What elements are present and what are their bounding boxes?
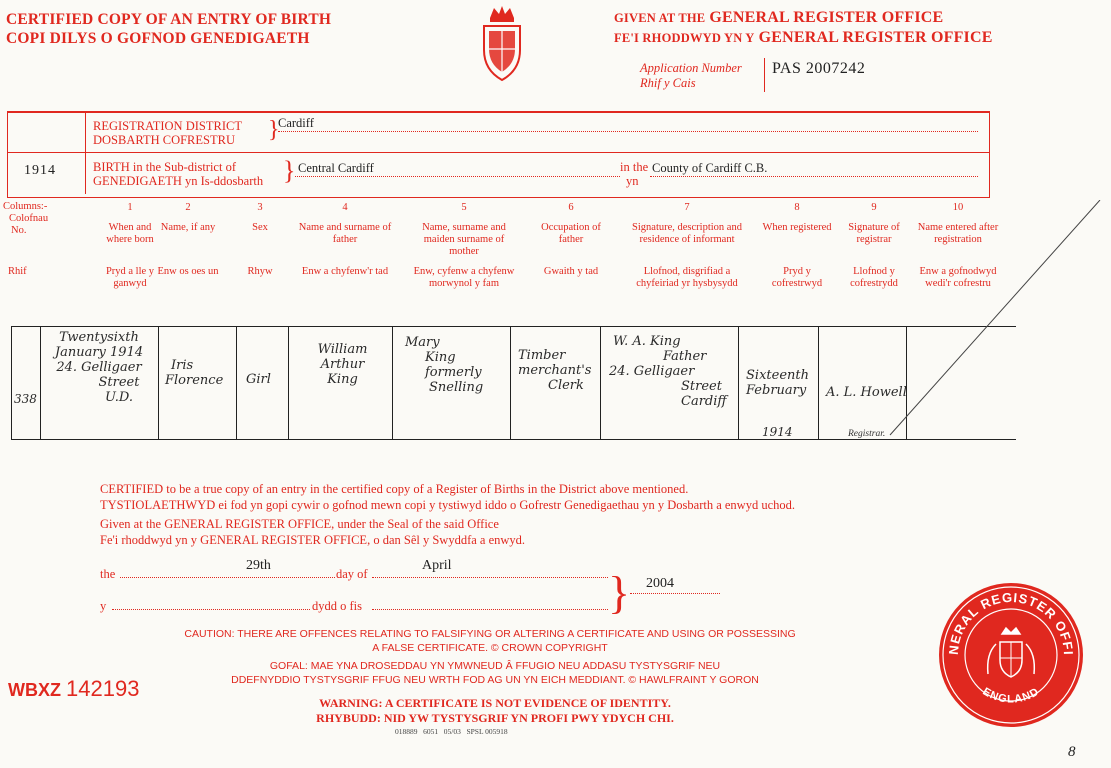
entry-when-registered: Sixteenth February [746,368,809,398]
entry-column-divider [392,326,393,439]
column-heading-welsh: Enw a gofnodwyd wedi'r cofrestru [919,266,997,289]
column-number: 9 [871,202,877,213]
entry-number: 338 [14,392,37,406]
column-heading-welsh: Enw os oes un [157,266,219,277]
certified-day: 29th [246,558,271,573]
certified-year: 2004 [646,576,674,591]
entry-name: Iris Florence [165,358,224,388]
general-register-office-seal [938,582,1084,728]
column-number: 3 [257,202,263,213]
entry-when-where: Twentysixth January 1914 24. Gelligaer Street U.D. [54,330,144,405]
column-heading-english: Occupation of father [541,222,601,245]
column-heading-welsh: Enw a chyfenw'r tad [301,266,389,277]
entry-column-divider [158,326,159,439]
column-number: 1 [127,202,133,213]
serial-number: WBXZ 142193 [8,676,140,701]
royal-crest-icon [472,4,532,84]
columns-label: Columns:- Colofnau No. [3,201,49,236]
rhif-label: Rhif [8,266,27,277]
column-heading-english: Sex [252,222,268,233]
form-codes: 018889 6051 05/03 SPSL 005918 [395,727,508,736]
registration-district-label: REGISTRATION DISTRICT DOSBARTH COFRESTRU [93,119,242,147]
year: 1914 [24,163,56,178]
entry-registrar: A. L. Howell [826,385,907,400]
county-value: County of Cardiff C.B. [652,161,768,175]
corner-mark: 8 [1068,744,1076,760]
certified-month: April [422,558,452,573]
column-number: 4 [342,202,348,213]
registrar-label: Registrar. [848,429,886,439]
title-english: CERTIFIED COPY OF AN ENTRY OF BIRTH [6,11,332,28]
identity-warning: WARNING: A CERTIFICATE IS NOT EVIDENCE OF IDENTITY. RHYBUDD: NID YW TYSTYSGRIF YN PROFI PWY YDYCH CHI. [316,696,674,725]
title-welsh: COPI DILYS O GOFNOD GENEDIGAETH [6,30,310,47]
registration-district-value: Cardiff [278,116,314,130]
column-heading-welsh: Llofnod, disgrifiad a chyfeiriad yr hysbysydd [636,266,738,289]
column-heading-welsh: Gwaith y tad [543,266,599,277]
column-heading-english: Signature of registrar [848,222,900,245]
entry-table [11,326,1016,440]
entry-column-divider [40,326,41,439]
entry-column-divider [738,326,739,439]
column-heading-english: Name, surname and maiden surname of mother [422,222,506,257]
column-number: 5 [461,202,467,213]
column-number: 8 [794,202,800,213]
column-number: 6 [568,202,574,213]
entry-sex: Girl [246,372,271,387]
column-number: 2 [185,202,191,213]
cancellation-line [880,200,1110,440]
application-label: Application Number Rhif y Cais [640,61,742,90]
caution-english: CAUTION: THERE ARE OFFENCES RELATING TO FALSIFYING OR ALTERING A CERTIFICATE AND USING OR POSSESSING A FALSE CERTIFICATE. © CROWN COPYRIGHT [184,628,796,654]
column-heading-english: Name, if any [160,222,216,233]
column-heading-welsh: Pryd a lle y ganwyd [105,266,155,289]
column-heading-english: When registered [762,222,832,233]
subdistrict-value: Central Cardiff [298,161,374,175]
entry-registered-year: 1914 [762,425,793,439]
in-the-label: in the yn [620,160,649,188]
seal-bottom-text: ENGLAND [980,685,1042,706]
certification-block: CERTIFIED to be a true copy of an entry in the certified copy of a Register of Births in the District above mentioned. TYSTIOLAETHWYD ei fod yn gopi cywir o gofnod mewn copi y tystiwyd iddo o Gofrestr Genedigaethau yn y Dosbarth a enwyd uchod. Given at the GENERAL REGISTER OFFICE, under the Seal of the said Office Fe'i rhoddwyd yn y GENERAL REGISTER OFFICE, o dan Sêl y Swyddfa a enwyd. [100,482,795,547]
certificate-title [6,10,331,48]
given-at-header: GIVEN AT THE GENERAL REGISTER OFFICE FE'I RHODDWYD YN Y GENERAL REGISTER OFFICE [614,9,993,46]
caution-welsh: GOFAL: MAE YNA DROSEDDAU YN YMWNEUD Â FFUGIO NEU ADDASU TYSTYSGRIF NEU DDEFNYDDIO TYSTYSGRIF FFUG NEU WRTH FOD AG UN YN EICH MEDDIANT. © HAWLFRAINT Y GORON [231,660,759,686]
entry-column-divider [510,326,511,439]
column-heading-english: Signature, description and residence of informant [632,222,742,245]
application-number: PAS 2007242 [772,60,866,77]
column-number: 7 [684,202,690,213]
column-heading-english: Name and surname of father [298,222,392,245]
entry-informant: W. A. King Father 24. Gelligaer Street Cardiff [609,334,727,409]
column-heading-english: Name entered after registration [917,222,999,245]
column-heading-welsh: Llofnod y cofrestrydd [850,266,898,289]
entry-column-divider [288,326,289,439]
column-heading-welsh: Pryd y cofrestrwyd [771,266,823,289]
entry-father: William Arthur King [317,342,368,387]
column-heading-english: When and where born [106,222,154,245]
seal-top-text: NERAL REGISTER OFFI [945,589,1077,656]
subdistrict-label: BIRTH in the Sub-district of GENEDIGAETH yn Is-ddosbarth [93,160,264,188]
entry-mother: Mary King formerly Snelling [405,335,484,395]
column-heading-welsh: Rhyw [247,266,273,277]
entry-occupation: Timber merchant's Clerk [518,348,592,393]
column-heading-welsh: Enw, cyfenw a chyfenw morwynol y fam [413,266,515,289]
column-number: 10 [952,202,964,213]
